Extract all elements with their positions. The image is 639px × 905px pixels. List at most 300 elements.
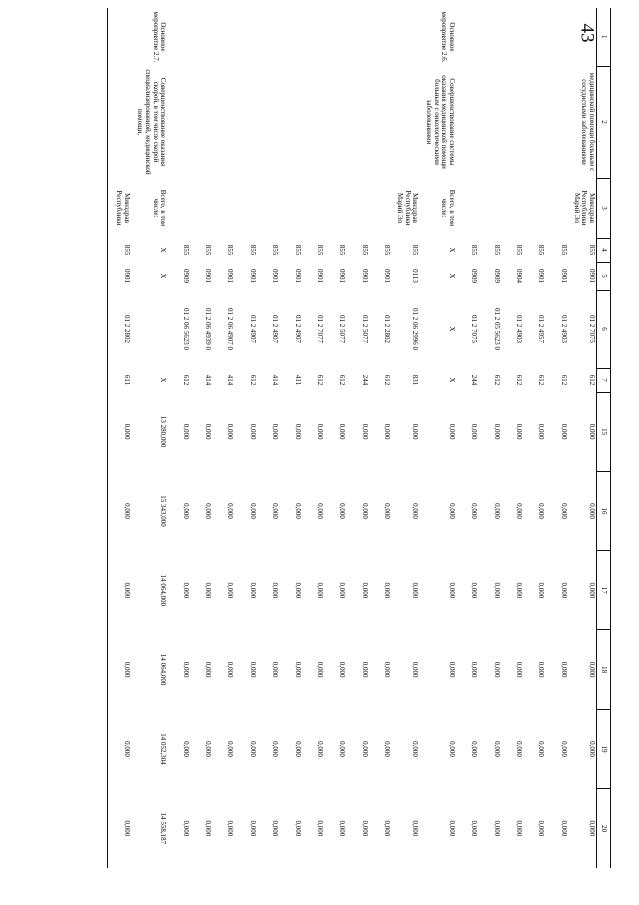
table-cell: 855 (470, 244, 479, 256)
table-cell: 0,000 (316, 582, 325, 599)
table-cell: 0,000 (559, 661, 568, 678)
table-cell (391, 66, 419, 178)
table-cell: 0,000 (470, 423, 479, 440)
table-cell: Минздрав Республики Марий Эл (572, 190, 596, 226)
table-cell: 0,000 (316, 741, 325, 757)
table-cell: 0,000 (122, 423, 131, 440)
table-cell: 0901 (316, 269, 325, 283)
table-cell (523, 66, 545, 178)
column-header: 1 (597, 8, 611, 66)
table-cell: 855 (537, 244, 546, 256)
table-cell: 411 (293, 374, 302, 386)
table-cell: 0,000 (181, 582, 190, 599)
table-cell: 0,000 (293, 582, 302, 599)
table-cell (302, 178, 324, 238)
table-cell: 855 (559, 244, 568, 256)
table-cell: 01 2 06 4939 0 (204, 308, 213, 350)
table-cell (302, 66, 324, 178)
table-cell: 0,000 (122, 661, 131, 678)
table-cell: 612 (588, 374, 596, 386)
table-cell: 0904 (515, 269, 524, 283)
table-cell (456, 66, 478, 178)
table-cell: 0,000 (447, 503, 456, 519)
table-cell: 0,000 (411, 741, 420, 757)
table-cell: 0,000 (122, 503, 131, 519)
column-header: 4 (597, 238, 611, 262)
table-cell: 612 (248, 374, 257, 386)
table-cell (212, 66, 234, 178)
table-cell: 0,000 (248, 503, 257, 519)
table-cell: Всего, в том числе: (440, 189, 456, 227)
table-cell (131, 290, 168, 368)
table-cell: 01 2 05 5623 0 (492, 308, 501, 350)
table-cell: 0901 (537, 269, 546, 283)
table-cell (369, 178, 391, 238)
table-cell: 0,000 (588, 423, 596, 440)
table-cell (346, 8, 368, 66)
table-cell: 0901 (588, 269, 596, 283)
table-cell: 0,000 (226, 661, 235, 678)
table-cell (190, 8, 212, 66)
table-cell: 0,000 (338, 423, 347, 440)
table-cell (478, 66, 500, 178)
table-cell: 0901 (293, 269, 302, 283)
table-cell: X (447, 377, 456, 383)
table-cell: 0,000 (204, 503, 213, 519)
table-cell (501, 66, 523, 178)
table-cell: 0,000 (248, 423, 257, 440)
page-number: 43 (576, 23, 598, 43)
table-cell: 0,000 (470, 820, 479, 837)
column-header: 5 (597, 262, 611, 290)
table-cell (478, 178, 500, 238)
table-cell: Минздрав Республики (114, 190, 131, 226)
table-cell (523, 178, 545, 238)
table-bottom-rule (107, 8, 108, 868)
column-header: 6 (597, 290, 611, 368)
table-row (279, 8, 301, 868)
table-cell: 0,000 (411, 423, 420, 440)
table-cell: 0901 (383, 269, 392, 283)
table-cell: 0,000 (316, 820, 325, 837)
table-cell: 855 (383, 244, 392, 256)
table-cell: 0113 (411, 269, 420, 283)
table-row (419, 8, 456, 868)
table-cell: Совершенствование оказания скорой, в том числе скорой специализированной, медицинской помощи, (136, 69, 168, 175)
table-cell (369, 66, 391, 178)
table-cell: 612 (559, 374, 568, 386)
column-header: 17 (597, 551, 611, 630)
table-cell: 0,000 (537, 661, 546, 678)
table-cell: 0,000 (271, 423, 280, 440)
table-cell: Минздрав Республики Марий Эл (395, 190, 420, 226)
table-cell: 0,000 (492, 741, 501, 757)
table-cell: 0,000 (226, 503, 235, 519)
table-row (212, 8, 234, 868)
table-cell: 01 2 4903 (515, 315, 524, 343)
table-cell: 0,000 (383, 503, 392, 519)
table-cell: 855 (515, 244, 524, 256)
table-cell: 0,000 (181, 423, 190, 440)
table-cell: 0,000 (204, 423, 213, 440)
table-cell: 0,000 (338, 741, 347, 757)
table-cell: 855 (492, 244, 501, 256)
table-cell: 0,000 (537, 820, 546, 837)
table-row (190, 8, 212, 868)
table-cell: 01 2 2802 (122, 315, 131, 343)
table-cell (369, 8, 391, 66)
table-cell (108, 66, 131, 178)
column-header: 19 (597, 709, 611, 788)
table-cell: 0,000 (383, 582, 392, 599)
table-cell: 0,000 (470, 661, 479, 678)
table-cell: 855 (338, 244, 347, 256)
table-cell (568, 8, 597, 66)
table-row (108, 8, 131, 868)
table-cell: 0909 (492, 269, 501, 283)
table-cell (279, 8, 301, 66)
table-cell: 0,000 (248, 741, 257, 757)
table-header (597, 8, 611, 868)
table-cell: 0,000 (271, 661, 280, 678)
table-cell: 0,000 (181, 741, 190, 757)
table-cell: 612 (492, 374, 501, 386)
table-cell: 01 2 06 4907 0 (226, 308, 235, 350)
table-cell: 0901 (360, 269, 369, 283)
table-cell: 0,000 (559, 582, 568, 599)
table-cell: 0,000 (338, 820, 347, 837)
table-cell: 0,000 (383, 661, 392, 678)
table-cell: 855 (588, 244, 596, 256)
table-row (456, 8, 478, 868)
table-cell: 855 (360, 244, 369, 256)
table-cell (234, 8, 256, 66)
table-row (131, 8, 168, 868)
table-cell: Совершенствование системы оказания медицинской помощи больным с онкологическими заболеваниями (424, 75, 456, 169)
table-cell: 01 2 06 2996 0 (411, 308, 420, 350)
table-cell: 0,000 (492, 661, 501, 678)
table-cell: 01 2 4907 (271, 315, 280, 343)
table-cell: 0,000 (226, 423, 235, 440)
table-cell (324, 8, 346, 66)
table-cell: 0,000 (559, 820, 568, 837)
table-cell: 0,000 (338, 503, 347, 519)
table-cell: 0,000 (248, 820, 257, 837)
table-cell: Основное мероприятие 2.6. (440, 11, 456, 63)
table-cell: 0,000 (271, 741, 280, 757)
table-cell: X (159, 377, 168, 383)
table-cell: 855 (293, 244, 302, 256)
table-cell (523, 8, 545, 66)
table-cell (212, 178, 234, 238)
table-cell: 0909 (181, 269, 190, 283)
table-cell: 0,000 (411, 582, 420, 599)
table-row (545, 8, 567, 868)
table-cell: 0,000 (588, 503, 596, 519)
table-cell: 0,000 (470, 741, 479, 757)
table-cell (167, 66, 189, 178)
table-cell: 0,000 (360, 820, 369, 837)
column-header: 16 (597, 471, 611, 550)
table-row (302, 8, 324, 868)
table-cell: 0,000 (271, 503, 280, 519)
table-cell: 0,000 (122, 582, 131, 599)
table-cell: 01 2 5077 (360, 315, 369, 343)
table-cell (257, 66, 279, 178)
table-cell: 0,000 (338, 582, 347, 599)
table-cell: 0,000 (122, 820, 131, 837)
table-cell: X (447, 247, 456, 253)
table-cell (234, 178, 256, 238)
table-cell (257, 8, 279, 66)
table-cell: X (447, 326, 456, 332)
table-cell: 0,000 (537, 423, 546, 440)
table-cell: 0,000 (204, 661, 213, 678)
table-cell (501, 178, 523, 238)
table-cell: 0,000 (248, 582, 257, 599)
table-cell: 0,000 (293, 423, 302, 440)
table-cell: 0,000 (492, 503, 501, 519)
table-cell: 0,000 (360, 661, 369, 678)
table-cell: 0,000 (293, 741, 302, 757)
table-cell: 0,000 (559, 503, 568, 519)
table-cell: 0,000 (293, 820, 302, 837)
table-cell (279, 66, 301, 178)
table-cell: 0,000 (537, 503, 546, 519)
table-cell: 0,000 (360, 503, 369, 519)
table-cell: 0,000 (226, 820, 235, 837)
table-cell (167, 8, 189, 66)
table-cell: 14 558,187 (159, 812, 168, 845)
table-cell: 0,000 (122, 741, 131, 757)
table-cell: 0,000 (181, 820, 190, 837)
table-cell: 0,000 (447, 820, 456, 837)
table-cell (302, 8, 324, 66)
table-cell (190, 66, 212, 178)
table-cell: 0,000 (447, 741, 456, 757)
table-cell (324, 66, 346, 178)
table-cell: X (159, 273, 168, 279)
table-cell: 0901 (338, 269, 347, 283)
table-cell: 0,000 (181, 661, 190, 678)
table-cell: Всего, в том числе: (151, 189, 168, 227)
table-row (234, 8, 256, 868)
table-cell: 0,000 (338, 661, 347, 678)
table-body (108, 8, 597, 868)
table-cell: 0,000 (204, 741, 213, 757)
table-cell: 0,000 (204, 820, 213, 837)
table-cell: 0,000 (226, 582, 235, 599)
table-cell: 0,000 (537, 582, 546, 599)
table-cell (257, 178, 279, 238)
table-cell (545, 66, 567, 178)
table-cell: 01 2 5077 (338, 315, 347, 343)
table-row (523, 8, 545, 868)
table-cell: 0,000 (492, 423, 501, 440)
table-cell: 0,000 (271, 820, 280, 837)
table-cell (391, 8, 419, 66)
table-row (568, 8, 597, 868)
table-row (501, 8, 523, 868)
table-cell: 244 (360, 374, 369, 386)
table-wrapper (108, 8, 611, 868)
table-cell: медицинской помощи больным с сосудистыми заболеваниями (580, 72, 596, 172)
table-cell: 01 2 06 5623 0 (181, 308, 190, 350)
table-cell: 0,000 (447, 582, 456, 599)
table-cell: 0,000 (559, 741, 568, 757)
table-cell: 612 (316, 374, 325, 386)
table-cell: 855 (226, 244, 235, 256)
table-cell: 855 (204, 244, 213, 256)
table-row (391, 8, 419, 868)
table-row (324, 8, 346, 868)
table-cell: 0,000 (470, 582, 479, 599)
table-cell (545, 8, 567, 66)
table-cell: 0,000 (411, 820, 420, 837)
column-header: 15 (597, 392, 611, 471)
table-cell: 414 (226, 374, 235, 386)
table-cell (190, 178, 212, 238)
table-cell: 855 (181, 244, 190, 256)
table-cell: 13 280,000 (159, 415, 168, 448)
table-cell: 855 (411, 244, 420, 256)
table-cell: 0,000 (248, 661, 257, 678)
table-cell: 14 064,000 (159, 574, 168, 607)
table-row (346, 8, 368, 868)
table-cell: 0,000 (316, 503, 325, 519)
table-cell (501, 8, 523, 66)
table-cell: 0,000 (588, 661, 596, 678)
table-cell: 244 (470, 374, 479, 386)
table-cell: 01 2 4957 (537, 315, 546, 343)
header-row (597, 8, 611, 868)
table-cell (212, 8, 234, 66)
table-cell: 0909 (470, 269, 479, 283)
table-cell: 612 (181, 374, 190, 386)
table-cell (167, 178, 189, 238)
table-cell (346, 66, 368, 178)
table-cell (279, 178, 301, 238)
column-header: 3 (597, 178, 611, 238)
table-cell: 01 2 4907 (293, 315, 302, 343)
table-cell: 0,000 (492, 582, 501, 599)
table-cell: 831 (411, 374, 420, 386)
table-cell: 0901 (204, 269, 213, 283)
table-cell: 611 (122, 374, 131, 386)
table-cell: 0,000 (515, 582, 524, 599)
table-cell (108, 8, 131, 66)
table-cell: 14 052,304 (159, 733, 168, 765)
table-cell: 0,000 (411, 503, 420, 519)
table-cell (456, 178, 478, 238)
table-cell: 0,000 (316, 423, 325, 440)
table-cell: 612 (537, 374, 546, 386)
table-cell: 0901 (226, 269, 235, 283)
table-cell: 15 343,000 (159, 495, 168, 527)
table-cell: 0,000 (588, 741, 596, 757)
table-cell: 01 2 2802 (383, 315, 392, 343)
table-cell: 0901 (271, 269, 280, 283)
column-header: 2 (597, 66, 611, 178)
table-cell: 01 2 4907 (248, 315, 257, 343)
table-cell: 0,000 (588, 582, 596, 599)
table-cell: 0901 (248, 269, 257, 283)
table-cell: 0,000 (316, 661, 325, 678)
table-cell: 855 (316, 244, 325, 256)
table-cell: 855 (122, 244, 131, 256)
table-cell: 0,000 (515, 423, 524, 440)
table-cell: 0,000 (537, 741, 546, 757)
table-cell: 0,000 (360, 423, 369, 440)
table-cell: 0,000 (411, 661, 420, 678)
table-cell: 0,000 (360, 582, 369, 599)
table-cell: 0,000 (588, 820, 596, 837)
table-cell: 0,000 (515, 741, 524, 757)
table-cell: 0,000 (515, 661, 524, 678)
table-cell: 0,000 (293, 661, 302, 678)
table-cell: 0,000 (383, 423, 392, 440)
table-cell: X (159, 247, 168, 253)
table-row (478, 8, 500, 868)
table-cell (346, 178, 368, 238)
table-cell (234, 66, 256, 178)
table-cell: 0901 (559, 269, 568, 283)
table-cell: 0,000 (559, 423, 568, 440)
table-cell: 0901 (122, 269, 131, 283)
table-cell: 612 (515, 374, 524, 386)
table-cell: 0,000 (204, 582, 213, 599)
table-cell: 612 (383, 374, 392, 386)
table-cell: 0,000 (360, 741, 369, 757)
column-header: 7 (597, 368, 611, 392)
table-cell: Основное мероприятие 2.7. (151, 11, 168, 63)
table-cell (324, 178, 346, 238)
table-cell (456, 8, 478, 66)
table-cell: 0,000 (470, 503, 479, 519)
table-row (257, 8, 279, 868)
table-cell: 612 (338, 374, 347, 386)
table-cell: 0,000 (383, 820, 392, 837)
table-cell: 01 2 4903 (559, 315, 568, 343)
table-cell: 0,000 (492, 820, 501, 837)
table-cell: 01 2 7077 (316, 315, 325, 343)
table-cell: 855 (271, 244, 280, 256)
table-cell: 414 (271, 374, 280, 386)
table-row (167, 8, 189, 868)
table-cell: 0,000 (293, 503, 302, 519)
column-header: 18 (597, 630, 611, 709)
table-cell: 0,000 (515, 503, 524, 519)
budget-table (108, 8, 611, 868)
table-cell: 01 2 7075 (588, 315, 596, 343)
table-cell: 0,000 (271, 582, 280, 599)
table-cell: X (447, 273, 456, 279)
table-cell: 0,000 (447, 423, 456, 440)
table-cell: 0,000 (226, 741, 235, 757)
table-cell: 0,000 (515, 820, 524, 837)
table-cell: 0,000 (447, 661, 456, 678)
table-cell: 414 (204, 374, 213, 386)
table-cell: 01 2 7075 (470, 315, 479, 343)
table-cell (545, 178, 567, 238)
table-cell: 0,000 (383, 741, 392, 757)
table-cell: 855 (248, 244, 257, 256)
table-cell (478, 8, 500, 66)
table-cell: 14 064,000 (159, 653, 168, 686)
column-header: 20 (597, 789, 611, 868)
table-cell: 0,000 (181, 503, 190, 519)
table-row (369, 8, 391, 868)
